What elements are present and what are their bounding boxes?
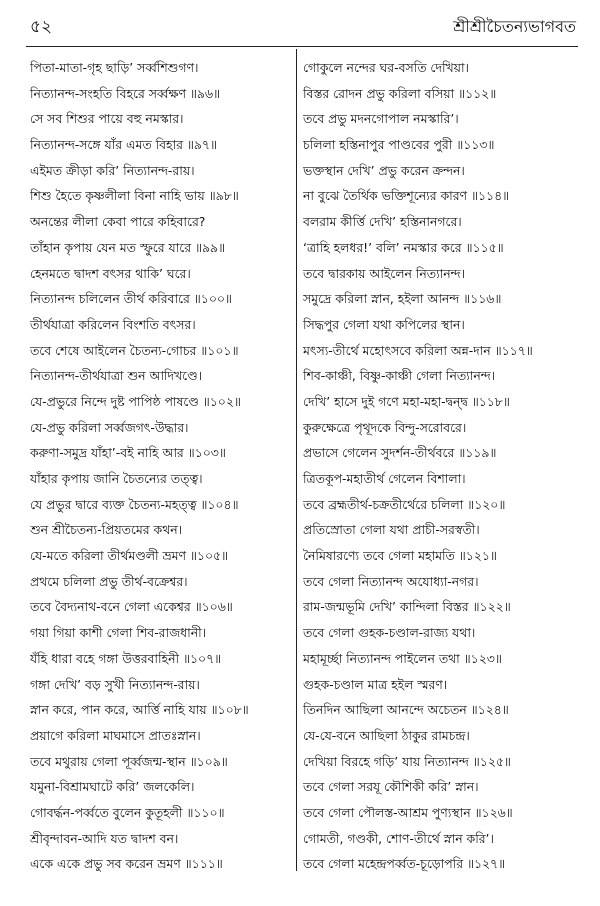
verse-line: তবে প্রভু মদনগোপাল নমস্কারি’।	[303, 111, 459, 127]
verse-line: অনন্তের লীলা কেবা পারে কহিবারে?	[30, 214, 206, 230]
verse-line: নিত্যানন্দ-তীর্থযাত্রা শুন আদিখণ্ডে।	[30, 368, 203, 384]
verse-line: যে প্রভুর দ্বারে ব্যক্ত চৈতন্য-মহত্ত্ব ॥১০৪॥	[30, 496, 239, 512]
left-column	[30, 55, 292, 877]
verse-line: যাঁহার কৃপায় জানি চৈতন্যের তত্ত্ব।	[30, 471, 203, 486]
verse-line: স্নান করে, পান করে, আর্ত্তি নাহি যায় ॥১০৮॥	[30, 702, 249, 718]
header-rule	[26, 46, 578, 47]
verse-line: শিশু হৈতে কৃষ্ণলীলা বিনা নাহি ভায় ॥৯৮॥	[30, 188, 239, 204]
verse-line: প্রভাসে গেলেন সুদর্শন-তীর্থবরে ॥১১৯॥	[303, 445, 497, 461]
verse-line: যঁহি ধারা বহে গঙ্গা উত্তরবাহিনী ॥১০৭॥	[30, 650, 222, 666]
verse-line: বলরাম কীর্ত্তি দেখি’ হস্তিনানগরে।	[303, 214, 462, 230]
verse-line: তীর্থযাত্রা করিলেন বিংশতি বৎসর।	[30, 316, 196, 332]
verse-line: গোমতী, গণ্ডকী, শোণ-তীর্থে স্নান করি’।	[303, 830, 494, 846]
verse-line: সিদ্ধপুর গেলা যথা কপিলের স্থান।	[303, 316, 465, 332]
verse-line: ‘ত্রাহি হলধর!’ বলি’ নমস্কার করে ॥১১৫॥	[303, 239, 504, 255]
verse-line: যে-প্রভু করিলা সর্ব্বজগৎ-উদ্ধার।	[30, 419, 189, 435]
verse-line: প্রতিস্রোতা গেলা যথা প্রাচী-সরস্বতী।	[303, 522, 480, 538]
verse-line: তবে দ্বারকায় আইলেন নিত্যানন্দ।	[303, 265, 466, 281]
verse-line: তবে গেলা সরযূ কৌশিকী করি’ স্নান।	[303, 779, 479, 795]
verse-line: দেখিয়া বিরহে গড়ি’ যায় নিত্যানন্দ ॥১২৫॥	[303, 753, 511, 769]
verse-line: মৎস্য-তীর্থে মহোৎসবে করিলা অন্ন-দান ॥১১৭॥	[303, 342, 533, 358]
verse-line: সে সব শিশুর পায়ে বহু নমস্কার।	[30, 111, 184, 127]
verse-line: শুন শ্রীচৈতন্য-প্রিয়তমের কথন।	[30, 522, 183, 538]
verse-line: কুরুক্ষেত্রে পৃথূদকে বিন্দু-সরোবরে।	[303, 419, 467, 435]
page-number: ৫২	[30, 17, 53, 37]
verse-line: যমুনা-বিশ্রামঘাটে করি’ জলকেলি।	[30, 779, 195, 795]
verse-line: না বুঝে তৈর্থিক ভক্তিশূন্যের কারণ ॥১১৪॥	[303, 188, 510, 204]
verse-line: তবে গেলা গুহক-চণ্ডাল-রাজ্য যথা।	[303, 625, 476, 641]
verse-line: দেখি’ হাসে দুই গণে মহা-মহা-দ্বন্দ্ব ॥১১৮॥	[303, 393, 510, 409]
verse-line: বিস্তর রোদন প্রভু করিলা বসিয়া ॥১১২॥	[303, 85, 497, 101]
verse-line: যে-প্রভুরে নিন্দে দুষ্ট পাপিষ্ঠ পাষণ্ডে ॥১০২॥	[30, 393, 241, 409]
verse-line: তিনদিন আছিলা আনন্দে অচেতন ॥১২৪॥	[303, 702, 509, 718]
verse-line: তবে ব্রহ্মতীর্থ-চক্রতীর্থেরে চলিলা ॥১২০॥	[303, 496, 506, 512]
verse-line: গঙ্গা দেখি’ বড় সুখী নিত্যানন্দ-রায়।	[30, 676, 200, 692]
verse-line: প্রয়াগে করিলা মাঘমাসে প্রাতঃস্নান।	[30, 727, 201, 743]
verse-line: নৈমিষারণ্যে তবে গেলা মহামতি ॥১২১॥	[303, 548, 497, 564]
verse-line: নিত্যানন্দ চলিলেন তীর্থ করিবারে ॥১০০॥	[30, 291, 232, 307]
verse-line: এইমত ক্রীড়া করি’ নিত্যানন্দ-রায়।	[30, 162, 195, 178]
column-divider	[296, 49, 297, 871]
verse-line: করুণা-সমুদ্র যাঁহা’-বই নাহি আর ॥১০৩॥	[30, 445, 226, 461]
verse-line: চলিলা হস্তিনাপুর পাণ্ডবের পুরী ॥১১৩॥	[303, 137, 495, 153]
verse-line: তাঁহান কৃপায় যেন মত স্ফুরে যারে ॥৯৯॥	[30, 239, 226, 255]
verse-line: সমুদ্রে করিলা স্নান, হইলা আনন্দ ॥১১৬॥	[303, 291, 502, 307]
verse-line: নিত্যানন্দ-সঙ্গে যাঁর এমত বিহার ॥৯৭॥	[30, 137, 217, 153]
verse-line: মহামূর্চ্ছা নিত্যানন্দ পাইলেন তথা ॥১২৩॥	[303, 650, 502, 666]
verse-line: গোকুলে নন্দের ঘর-বসতি দেখিয়া।	[303, 60, 469, 75]
verse-line: তবে বৈদ্যনাথ-বনে গেলা একেশ্বর ॥১০৬॥	[30, 599, 233, 615]
verse-line: তবে শেষে আইলেন চৈতন্য-গোচর ॥১০১॥	[30, 342, 239, 358]
verse-line: হেনমতে দ্বাদশ বৎসর থাকি’ ঘরে।	[30, 265, 191, 281]
verse-line: ত্রিতকূপ-মহাতীর্থ গেলেন বিশালা।	[303, 471, 466, 486]
verse-line: প্রথমে চলিলা প্রভু তীর্থ-বক্রেশ্বর।	[30, 573, 188, 589]
verse-line: যে-মতে করিলা তীর্থমণ্ডলী ভ্রমণ ॥১০৫॥	[30, 548, 229, 564]
verse-line: শিব-কাঞ্চী, বিষ্ণু-কাঞ্চী গেলা নিত্যানন্দ।	[303, 368, 496, 384]
verse-line: রাম-জন্মভূমি দেখি’ কান্দিলা বিস্তর ॥১২২॥	[303, 599, 511, 615]
verse-line: গুহক-চণ্ডাল মাত্র হইল স্মরণ।	[303, 676, 448, 692]
verse-line: তবে গেলা নিত্যানন্দ অযোধ্যা-নগর।	[303, 573, 479, 589]
verse-line: তবে মথুরায় গেলা পূর্ব্বজন্ম-স্থান ॥১০৯॥	[30, 753, 228, 769]
verse-line: তবে গেলা পৌলস্ত-আশ্রম পুণ্যস্থান ॥১২৬॥	[303, 804, 513, 820]
verse-line: ভক্তস্থান দেখি’ প্রভু করেন ক্রন্দন।	[303, 162, 465, 178]
verse-line: নিত্যানন্দ-সংহতি বিহরে সর্ব্বক্ষণ ॥৯৬॥	[30, 85, 221, 101]
verse-line: যে-যে-বনে আছিলা ঠাকুর রামচন্দ্র।	[303, 727, 470, 743]
verse-line: পিতা-মাতা-গৃহ ছাড়ি’ সর্ব্বশিশুগণ।	[30, 60, 199, 75]
verse-line: একে একে প্রভু সব করেন ভ্রমণ ॥১১১॥	[30, 856, 223, 872]
page-header	[30, 14, 576, 40]
verse-line: শ্রীবৃন্দাবন-আদি যত দ্বাদশ বন।	[30, 830, 179, 846]
verse-line: গয়া গিয়া কাশী গেলা শিব-রাজধানী।	[30, 625, 207, 641]
right-column	[303, 55, 573, 877]
verse-line: গোবর্দ্ধন-পর্ব্বতে বুলেন কুতূহলী ॥১১০॥	[30, 804, 225, 820]
verse-line: তবে গেলা মহেন্দ্রপর্ব্বত-চূড়োপরি ॥১২৭॥	[303, 856, 506, 872]
running-title: শ্রীশ্রীচৈতন্যভাগবত	[453, 17, 576, 36]
